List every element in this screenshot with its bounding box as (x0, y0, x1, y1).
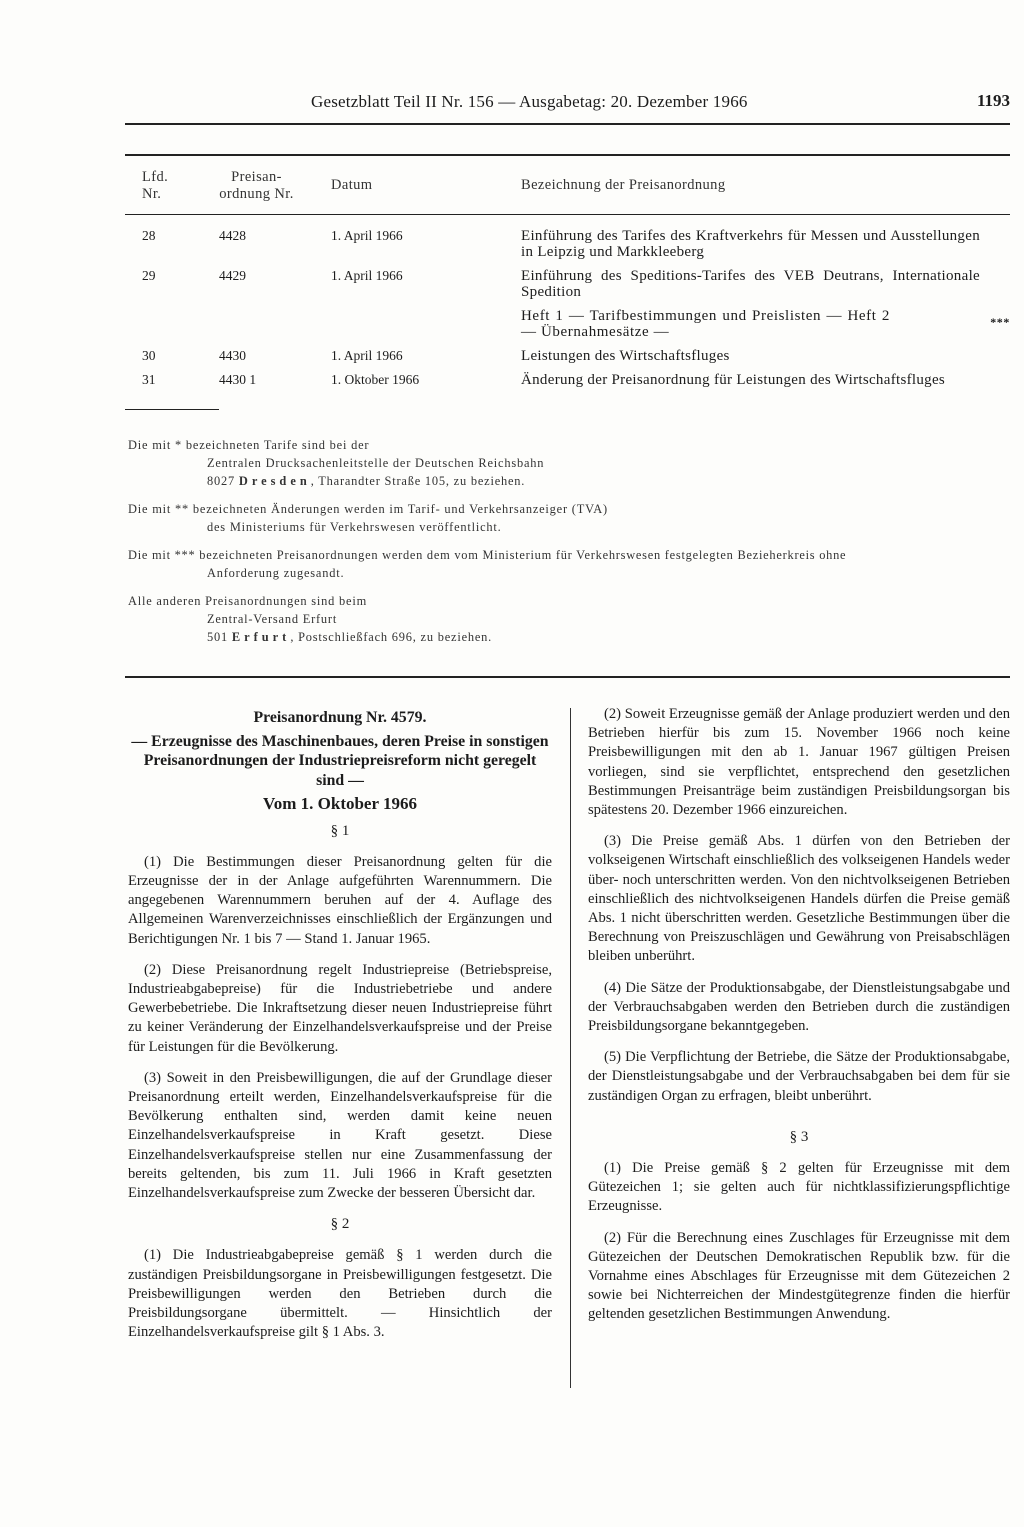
table-top-rule (125, 154, 1010, 156)
row-date: 1. Oktober 1966 (331, 372, 420, 387)
note-group (128, 502, 1018, 538)
col-header-nr-text: Lfd. Nr. (142, 168, 169, 202)
article-date: Vom 1. Oktober 1966 (263, 794, 417, 813)
row-date: 1. April 1966 (331, 348, 403, 363)
paragraph: (3) Die Preise gemäß Abs. 1 dürfen von den Betrieben der volkseigenen Wirtschaft einschließlich des volkseigenen Handels weder über- noch unterschritten werden. Von den nichtvolkseigenen Betrieben einschließlich des nichtvolkseigenen Handels dürfen die Preise gemäß Abs. 1 nicht überschritten werden. Gesetzliche Bestimmungen über die Berechnung von Preiszuschlägen und Gewährung von Preisabschlägen bleiben unberührt. (588, 833, 1010, 965)
note-city: Erfurt (231, 630, 291, 644)
row-pa: 4428 (219, 228, 246, 243)
row-desc: Heft 1 — Tarifbestimmungen und Preislisten — Heft 2 — Übernahmesätze — (521, 308, 890, 340)
row-desc: Änderung der Preisanordnung für Leistungen des Wirtschaftsfluges (521, 372, 946, 388)
col-header-date (331, 158, 521, 214)
section-heading: § 2 (330, 1216, 350, 1233)
page-number: 1193 (976, 91, 1010, 110)
section-divider (125, 676, 1010, 678)
gazette-title: Gesetzblatt Teil II Nr. 156 — Ausgabetag: 20. Dezember 1966 (311, 92, 748, 111)
note-line: Anforderung zugesandt. (207, 566, 345, 580)
row-nr (125, 308, 219, 348)
row-pa (219, 308, 331, 348)
paragraph: (1) Die Bestimmungen dieser Preisanordnung gelten für die Erzeugnisse der in der Anlage aufgeführten Warennummern. Die angegebenen Warennummern beruhen auf der 4. Auflage des Allgemeinen Warenverzeichnisses einschließlich der Ergänzungen und Berichtigungen Nr. 1 bis 7 — Stand 1. Januar 1965. (128, 853, 552, 947)
table-header-row (125, 158, 1010, 214)
note-address: , Postschließfach 696, zu beziehen. (290, 630, 493, 644)
table-row (125, 372, 1010, 412)
row-nr: 31 (142, 372, 156, 387)
note-line (128, 474, 1018, 492)
note-group (128, 548, 1018, 584)
paragraph: (1) Die Industrieabgabepreise gemäß § 1 werden durch die zuständigen Preisbildungsorgane in Preisbewilligungen festgesetzt. Die Preisbewilligungen werden den Betrieben durch die Preisbildungsorgane übermittelt. — Hinsichtlich der Einzelhandelsverkaufspreise gilt § 1 Abs. 3. (128, 1247, 552, 1341)
note-line: Zentral-Versand Erfurt (207, 612, 338, 626)
paragraph: (4) Die Sätze der Produktionsabgabe, der Dienstleistungsabgabe und der Verbrauchsabgaben werden den Betrieben durch die zuständigen Preisbildungsorgane bekanntgegeben. (588, 979, 1010, 1035)
note-line: Die mit * bezeichneten Tarife sind bei der (128, 438, 370, 452)
note-address: , Tharandter Straße 105, zu beziehen. (310, 474, 526, 488)
row-desc: Einführung des Tarifes des Kraftverkehrs für Messen und Ausstellungen in Leipzig und Markkleeberg (521, 228, 980, 260)
row-nr: 30 (142, 348, 156, 363)
table-end-rule (125, 409, 219, 410)
note-line: Alle anderen Preisanordnungen sind beim (128, 594, 368, 608)
paragraph: (5) Die Verpflichtung der Betriebe, die Sätze der Produktionsabgabe, der Dienstleistungsabgabe und der Verbrauchsabgaben bei dem für sie zuständigen Organ zu erfragen, bleibt unberührt. (588, 1049, 1010, 1104)
table-row (125, 268, 1010, 308)
article-title: Preisanordnung Nr. 4579. (253, 709, 427, 726)
section-heading: § 3 (789, 1128, 809, 1145)
row-nr: 29 (142, 268, 156, 283)
row-pa: 4430 1 (219, 372, 257, 387)
paragraph: (2) Für die Berechnung eines Zuschlages für Erzeugnisse mit dem Gütezeichen der Deutschen Demokratischen Republik bzw. für die Vornahme eines Abschlages für Erzeugnisse mit dem Gütezeichen 2 sowie bei Nichterreichen der Mindestgütegrenze finden die hierfür geltenden gesetzlichen Bestimmungen Anwendung. (588, 1229, 1010, 1323)
col-header-desc (521, 158, 1010, 214)
note-city: Dresden (238, 474, 311, 488)
paragraph: (1) Die Preise gemäß § 2 gelten für Erzeugnisse mit dem Gütezeichen 1; sie gelten auch für nichtklassifizierungspflichtige Erzeugnisse. (588, 1160, 1010, 1215)
note-postcode: 8027 (207, 474, 239, 488)
table-row (125, 308, 1010, 348)
row-pa: 4430 (219, 348, 246, 363)
note-group (128, 594, 1018, 648)
note-line: Die mit *** bezeichneten Preisanordnungen werden dem vom Ministerium für Verkehrswesen festgelegten Bezieherkreis ohne (128, 548, 847, 562)
row-date: 1. April 1966 (331, 228, 403, 243)
table-row (125, 348, 1010, 372)
paragraph: (2) Diese Preisanordnung regelt Industriepreise (Betriebspreise, Industrieabgabepreise) für die Industriebetriebe und andere Gewerbebetriebe. Die Inkraftsetzung dieser neuen Industriepreise führt zu keiner Veränderung der Einzelhandelsverkaufspreise und der Preise für Leistungen für die Bevölkerung. (128, 961, 552, 1055)
col-header-date-text: Datum (331, 177, 373, 194)
col-header-pa (219, 158, 331, 214)
paragraph: (2) Soweit Erzeugnisse gemäß der Anlage produziert werden und den Betrieben hierfür bis zum 15. November 1966 noch keine Preisbewilligungen mit den ab 1. Januar 1967 gültigen Preisen vorliegen, sind sie verpflichtet, entsprechend den gesetzlichen Bestimmungen Preisanträge beim zuständigen Preisbildungsorgan bis spätestens 20. Dezember 1966 einzureichen. (588, 706, 1010, 819)
row-pa: 4429 (219, 268, 246, 283)
header-rule (125, 123, 1010, 125)
note-line (128, 630, 1018, 648)
distribution-notes (128, 438, 1018, 658)
article-right-column (588, 700, 1010, 1337)
row-desc: Leistungen des Wirtschaftsfluges (521, 348, 730, 364)
section-heading: § 1 (330, 822, 350, 839)
column-divider (570, 708, 571, 1388)
page-header (125, 92, 1010, 122)
row-desc-cell (521, 308, 1010, 348)
table-row (125, 228, 1010, 268)
row-desc: Einführung des Speditions-Tarifes des VEB Deutrans, Internationale Spedition (521, 268, 980, 300)
row-nr: 28 (142, 228, 156, 243)
paragraph: (3) Soweit in den Preisbewilligungen, die auf der Grundlage dieser Preisanordnung erteilt werden, Einzelhandelsverkaufspreise für die Bevölkerung enthalten sind, werden damit keine neuen Einzelhandelsverkaufspreise in Kraft gesetzt. Diese Einzelhandelsverkaufspreise stellen nur eine Zusammenfassung der bereits geltenden, bis zum 11. Juli 1966 in Kraft gesetzten Einzelhandelsverkaufspreise zum Zwecke der besseren Übersicht dar. (128, 1069, 552, 1201)
note-line: Zentralen Drucksachenleitstelle der Deutschen Reichsbahn (207, 456, 545, 470)
col-header-pa-text: Preisan- ordnung Nr. (219, 168, 294, 202)
row-date: 1. April 1966 (331, 268, 403, 283)
article-left-column (128, 700, 552, 1354)
col-header-nr (125, 158, 219, 214)
distribution-mark: *** (990, 315, 1010, 329)
note-postcode: 501 (207, 630, 232, 644)
note-group (128, 438, 1018, 492)
price-order-table (125, 158, 1010, 412)
article-subtitle: — Erzeugnisse des Maschinenbaues, deren Preise in sonstigen Preisanordnungen der Industriepreisreform nicht geregelt sind — (131, 732, 549, 789)
note-line: Die mit ** bezeichneten Änderungen werden im Tarif- und Verkehrsanzeiger (TVA) (128, 502, 608, 516)
note-line: des Ministeriums für Verkehrswesen veröffentlicht. (207, 520, 502, 534)
col-header-desc-text: Bezeichnung der Preisanordnung (521, 177, 726, 194)
row-date (331, 308, 521, 348)
